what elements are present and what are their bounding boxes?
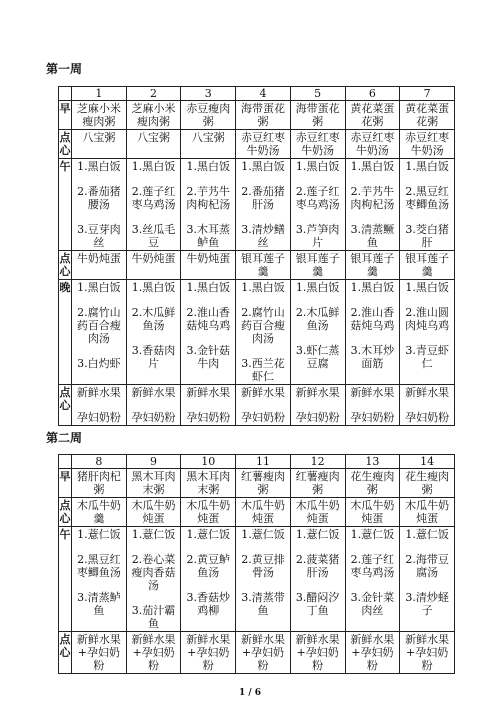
menu-item: 牛奶炖蛋: [186, 252, 231, 265]
menu-cell: [126, 469, 181, 498]
spacer: [183, 294, 233, 306]
menu-item: 1.黑白饭: [295, 281, 340, 294]
menu-item: 3.清炒蛏子: [405, 591, 449, 617]
menu-item: 红薯瘦肉粥: [240, 470, 285, 496]
menu-item: 3.清蒸鲈鱼: [77, 591, 121, 617]
spacer: [129, 332, 179, 344]
menu-item: 3.西兰花虾仁: [241, 357, 285, 383]
menu-item: 2.腐竹山药百合瘦肉汤: [76, 306, 121, 345]
menu-cell: [72, 632, 127, 674]
menu-cell: [290, 159, 345, 251]
spacer: [402, 541, 452, 553]
menu-cell: [290, 469, 345, 498]
spacer: [348, 579, 398, 591]
menu-cell: [126, 280, 181, 385]
day-number: 9: [126, 455, 181, 469]
meal-row: [59, 130, 455, 159]
spacer: [129, 399, 179, 411]
day-header-row: [59, 455, 455, 469]
spacer: [74, 579, 124, 591]
day-number: 11: [236, 455, 291, 469]
day-header-row: [59, 87, 455, 101]
menu-item: 2.淮山香菇炖乌鸡: [350, 306, 395, 332]
menu-item: 黄花菜蛋花粥: [350, 102, 395, 128]
menu-cell: [181, 251, 236, 280]
menu-item: 赤豆瘦肉粥: [186, 102, 231, 128]
spacer: [129, 541, 179, 553]
menu-item: 3.丝瓜毛豆: [131, 223, 176, 249]
day-number: 8: [72, 455, 127, 469]
menu-cell: [181, 101, 236, 130]
spacer: [183, 399, 233, 411]
menu-item: 1.薏仁饭: [241, 528, 285, 541]
menu-cell: [72, 498, 127, 527]
menu-cell: [181, 527, 236, 632]
menu-item: 1.黑白饭: [131, 160, 176, 173]
menu-cell: [181, 498, 236, 527]
menu-item: 1.薏仁饭: [295, 528, 340, 541]
day-number: 7: [400, 87, 455, 101]
meal-row: [59, 498, 455, 527]
spacer: [129, 173, 179, 185]
menu-item: 木瓜牛奶炖蛋: [295, 499, 340, 525]
menu-cell: [345, 469, 400, 498]
menu-item: 新鲜水果+孕妇奶粉: [131, 633, 176, 672]
menu-item: 八宝粥: [137, 131, 171, 144]
menu-cell: [236, 469, 291, 498]
menu-item: 3.白灼虾: [77, 357, 121, 370]
spacer: [402, 294, 452, 306]
menu-cell: [181, 632, 236, 674]
menu-item: 2.黄豆排骨汤: [241, 553, 285, 579]
day-number: 10: [181, 455, 236, 469]
menu-item: 3.清炒鳝丝: [241, 223, 285, 249]
spacer: [238, 399, 288, 411]
day-number: 2: [126, 87, 181, 101]
menu-cell: [345, 280, 400, 385]
spacer: [348, 173, 398, 185]
meal-label: 午: [59, 527, 72, 632]
menu-cell: [400, 251, 455, 280]
spacer: [348, 332, 398, 344]
menu-item: 黑木耳肉末粥: [131, 470, 176, 496]
spacer: [74, 345, 124, 357]
spacer: [183, 579, 233, 591]
day-number: 6: [345, 87, 400, 101]
spacer: [129, 592, 179, 604]
meal-row: [59, 159, 455, 251]
menu-cell: [181, 159, 236, 251]
menu-item: 2.芋艿牛肉枸杞汤: [186, 185, 231, 211]
menu-item: 3.香菇肉片: [131, 344, 176, 370]
menu-item: 3.青豆虾仁: [405, 344, 449, 370]
meal-label: 午: [59, 159, 72, 251]
spacer: [402, 332, 452, 344]
menu-cell: [126, 130, 181, 159]
spacer: [183, 173, 233, 185]
menu-cell: [290, 280, 345, 385]
menu-item: 孕妇奶粉: [405, 411, 450, 424]
spacer: [74, 294, 124, 306]
menu-item: 1.黑白饭: [186, 160, 230, 173]
menu-item: 海带蛋花粥: [240, 102, 285, 128]
day-number: 13: [345, 455, 400, 469]
menu-item: 3.金针菇牛肉: [186, 344, 230, 370]
menu-item: 2.木瓜鲜鱼汤: [131, 306, 176, 332]
menu-cell: [72, 385, 127, 426]
menu-item: 1.薏仁饭: [131, 528, 176, 541]
spacer: [74, 399, 124, 411]
day-number: 4: [236, 87, 291, 101]
meal-label: 早: [59, 101, 72, 130]
menu-item: 1.薏仁饭: [77, 528, 121, 541]
spacer: [348, 399, 398, 411]
menu-item: 1.黑白饭: [131, 281, 176, 294]
spacer: [238, 579, 288, 591]
menu-item: 银耳莲子羹: [295, 252, 340, 278]
meal-row: [59, 632, 455, 674]
spacer: [402, 579, 452, 591]
menu-item: 1.薏仁饭: [186, 528, 230, 541]
spacer: [183, 211, 233, 223]
spacer: [238, 345, 288, 357]
spacer: [348, 294, 398, 306]
menu-item: 2.莲子红枣乌鸡汤: [350, 553, 395, 579]
menu-cell: [236, 101, 291, 130]
menu-item: 2.木瓜鲜鱼汤: [295, 306, 340, 332]
menu-item: 赤豆红枣牛奶汤: [240, 131, 285, 157]
week2-title: 第二周: [46, 431, 83, 445]
spacer: [238, 173, 288, 185]
menu-item: 3.茄汁霸鱼: [131, 604, 176, 630]
menu-item: 2.海带豆腐汤: [405, 553, 449, 579]
menu-cell: [72, 280, 127, 385]
menu-item: 八宝粥: [82, 131, 116, 144]
menu-item: 1.黑白饭: [295, 160, 340, 173]
menu-cell: [236, 527, 291, 632]
menu-cell: [236, 251, 291, 280]
menu-item: 3.香菇炒鸡柳: [186, 591, 230, 617]
spacer: [293, 294, 343, 306]
spacer: [293, 332, 343, 344]
menu-cell: [72, 101, 127, 130]
menu-cell: [345, 130, 400, 159]
menu-item: 芝麻小米瘦肉粥: [76, 102, 121, 128]
menu-cell: [290, 527, 345, 632]
menu-cell: [400, 527, 455, 632]
menu-item: 新鲜水果+孕妇奶粉: [76, 633, 121, 672]
menu-item: 赤豆红枣牛奶汤: [405, 131, 450, 157]
menu-cell: [345, 159, 400, 251]
menu-item: 牛奶炖蛋: [131, 252, 176, 265]
spacer: [238, 541, 288, 553]
menu-item: 3.茭白猪肝: [405, 223, 449, 249]
menu-item: 2.淮山香菇炖乌鸡: [186, 306, 231, 332]
menu-item: 花生瘦肉粥: [405, 470, 450, 496]
meal-label: 晚: [59, 280, 72, 385]
menu-item: 3.豆芽肉丝: [77, 223, 121, 249]
menu-item: 木瓜牛奶羹: [76, 499, 121, 525]
menu-item: 牛奶炖蛋: [76, 252, 121, 265]
menu-item: 孕妇奶粉: [186, 411, 231, 424]
spacer: [402, 173, 452, 185]
menu-item: 3.清蒸鳜鱼: [350, 223, 395, 249]
menu-cell: [236, 280, 291, 385]
week1-menu-table: [58, 86, 455, 426]
menu-item: 新鲜水果: [186, 386, 231, 399]
menu-item: 木瓜牛奶炖蛋: [405, 499, 450, 525]
menu-cell: [345, 101, 400, 130]
meal-label: 点心: [59, 385, 72, 426]
meal-label: 点心: [59, 131, 71, 157]
menu-cell: [236, 159, 291, 251]
meal-label: 点心: [59, 499, 71, 525]
day-number: 12: [290, 455, 345, 469]
menu-cell: [236, 498, 291, 527]
menu-cell: [345, 251, 400, 280]
day-number: 14: [400, 455, 455, 469]
menu-item: 孕妇奶粉: [295, 411, 340, 424]
menu-cell: [181, 469, 236, 498]
menu-cell: [126, 251, 181, 280]
menu-cell: [290, 385, 345, 426]
menu-item: 2.莲子红枣乌鸡汤: [295, 185, 340, 211]
menu-cell: [345, 385, 400, 426]
menu-cell: [236, 130, 291, 159]
menu-item: 2.卷心菜瘦肉香菇汤: [131, 553, 176, 592]
menu-item: 3.醋闷汐丁鱼: [295, 591, 340, 617]
menu-item: 银耳莲子羹: [240, 252, 285, 278]
menu-item: 海带蛋花粥: [295, 102, 340, 128]
menu-cell: [290, 101, 345, 130]
menu-item: 2.莲子红枣乌鸡汤: [131, 185, 176, 211]
menu-cell: [126, 498, 181, 527]
page-number: 1 / 6: [238, 688, 262, 698]
spacer: [74, 173, 124, 185]
menu-cell: [290, 251, 345, 280]
menu-item: 1.黑白饭: [77, 160, 121, 173]
menu-item: 2.芋艿牛肉枸杞汤: [350, 185, 395, 211]
menu-item: 1.黑白饭: [350, 281, 395, 294]
spacer: [293, 541, 343, 553]
menu-cell: [345, 527, 400, 632]
spacer: [183, 332, 233, 344]
menu-cell: [72, 527, 127, 632]
menu-item: 1.黑白饭: [241, 281, 285, 294]
day-number: 1: [72, 87, 127, 101]
menu-item: 木瓜牛奶炖蛋: [350, 499, 395, 525]
menu-item: 2.黑豆红枣鲫鱼汤: [76, 553, 121, 579]
menu-item: 3.金针菜肉丝: [350, 591, 395, 617]
menu-cell: [72, 251, 127, 280]
menu-item: 3.木耳炒面筋: [350, 344, 395, 370]
menu-cell: [400, 632, 455, 674]
spacer: [293, 579, 343, 591]
menu-item: 木瓜牛奶炖蛋: [131, 499, 176, 525]
day-number: 5: [290, 87, 345, 101]
menu-item: 新鲜水果+孕妇奶粉: [295, 633, 340, 672]
menu-item: 黑木耳肉末粥: [186, 470, 231, 496]
menu-item: 新鲜水果+孕妇奶粉: [240, 633, 285, 672]
meal-label: 点心: [59, 632, 72, 674]
menu-item: 红薯瘦肉粥: [295, 470, 340, 496]
menu-item: 2.黄豆鲈鱼汤: [186, 553, 230, 579]
spacer: [293, 211, 343, 223]
menu-item: 3.虾仁蒸豆腐: [295, 344, 340, 370]
menu-item: 1.薏仁饭: [350, 528, 395, 541]
menu-item: 八宝粥: [191, 131, 225, 144]
menu-cell: [72, 130, 127, 159]
menu-cell: [72, 159, 127, 251]
menu-cell: [345, 498, 400, 527]
menu-cell: [345, 632, 400, 674]
menu-cell: [126, 632, 181, 674]
corner-cell: [59, 87, 72, 101]
spacer: [129, 211, 179, 223]
spacer: [402, 211, 452, 223]
menu-item: 新鲜水果: [350, 386, 395, 399]
menu-item: 银耳莲子羹: [350, 252, 395, 278]
meal-row: [59, 527, 455, 632]
menu-item: 新鲜水果+孕妇奶粉: [405, 633, 450, 672]
menu-item: 新鲜水果: [295, 386, 340, 399]
menu-item: 新鲜水果: [405, 386, 450, 399]
menu-item: 1.黑白饭: [350, 160, 395, 173]
menu-cell: [290, 632, 345, 674]
menu-item: 2.黑豆红枣鲫鱼汤: [405, 185, 450, 211]
menu-item: 1.黑白饭: [405, 281, 449, 294]
menu-cell: [126, 385, 181, 426]
day-number: 3: [181, 87, 236, 101]
menu-item: 新鲜水果+孕妇奶粉: [186, 633, 231, 672]
menu-item: 新鲜水果: [240, 386, 285, 399]
menu-item: 3.芦笋肉片: [295, 223, 340, 249]
menu-item: 1.黑白饭: [241, 160, 285, 173]
spacer: [74, 541, 124, 553]
menu-item: 黄花菜蛋花粥: [405, 102, 450, 128]
menu-item: 芝麻小米瘦肉粥: [131, 102, 176, 128]
spacer: [402, 399, 452, 411]
menu-item: 2.腐竹山药百合瘦肉汤: [240, 306, 285, 345]
menu-item: 木瓜牛奶炖蛋: [240, 499, 285, 525]
menu-cell: [290, 130, 345, 159]
menu-item: 2.淮山圆肉炖乌鸡: [405, 306, 450, 332]
meal-row: [59, 385, 455, 426]
spacer: [348, 211, 398, 223]
menu-cell: [126, 159, 181, 251]
meal-label: 早: [59, 469, 72, 498]
menu-cell: [400, 280, 455, 385]
menu-cell: [181, 385, 236, 426]
menu-cell: [400, 159, 455, 251]
week1-title: 第一周: [46, 62, 83, 76]
corner-cell: [59, 455, 72, 469]
menu-item: 猪肝肉杞粥: [76, 470, 121, 496]
menu-item: 孕妇奶粉: [240, 411, 285, 424]
menu-item: 孕妇奶粉: [350, 411, 395, 424]
menu-item: 赤豆红枣牛奶汤: [295, 131, 340, 157]
menu-cell: [181, 130, 236, 159]
menu-item: 孕妇奶粉: [131, 411, 176, 424]
menu-cell: [126, 527, 181, 632]
menu-cell: [400, 469, 455, 498]
menu-item: 新鲜水果: [76, 386, 121, 399]
menu-cell: [290, 498, 345, 527]
menu-item: 银耳莲子羹: [405, 252, 450, 278]
menu-item: 3.木耳蒸鲈鱼: [186, 223, 230, 249]
meal-row: [59, 251, 455, 280]
spacer: [183, 541, 233, 553]
spacer: [348, 541, 398, 553]
menu-item: 2.番茄猪腰汤: [77, 185, 121, 211]
meal-row: [59, 280, 455, 385]
menu-item: 花生瘦肉粥: [350, 470, 395, 496]
menu-cell: [236, 632, 291, 674]
menu-item: 1.薏仁饭: [405, 528, 449, 541]
menu-cell: [72, 469, 127, 498]
menu-cell: [400, 498, 455, 527]
menu-cell: [236, 385, 291, 426]
menu-cell: [181, 280, 236, 385]
menu-cell: [126, 101, 181, 130]
spacer: [129, 294, 179, 306]
menu-item: 1.黑白饭: [405, 160, 449, 173]
spacer: [293, 399, 343, 411]
menu-item: 2.番茄猪肝汤: [241, 185, 285, 211]
menu-item: 2.菠菜猪肝汤: [295, 553, 340, 579]
week2-menu-table: [58, 454, 455, 674]
spacer: [238, 294, 288, 306]
menu-cell: [400, 130, 455, 159]
menu-item: 新鲜水果+孕妇奶粉: [350, 633, 395, 672]
meal-label: 点心: [59, 252, 71, 278]
menu-item: 赤豆红枣牛奶汤: [350, 131, 395, 157]
spacer: [238, 211, 288, 223]
meal-row: [59, 469, 455, 498]
menu-cell: [400, 385, 455, 426]
menu-item: 孕妇奶粉: [76, 411, 121, 424]
menu-item: 3.清蒸带鱼: [241, 591, 285, 617]
spacer: [74, 211, 124, 223]
menu-item: 1.黑白饭: [77, 281, 121, 294]
menu-item: 新鲜水果: [131, 386, 176, 399]
menu-item: 1.黑白饭: [186, 281, 230, 294]
meal-row: [59, 101, 455, 130]
menu-item: 木瓜牛奶炖蛋: [186, 499, 231, 525]
menu-cell: [400, 101, 455, 130]
spacer: [293, 173, 343, 185]
